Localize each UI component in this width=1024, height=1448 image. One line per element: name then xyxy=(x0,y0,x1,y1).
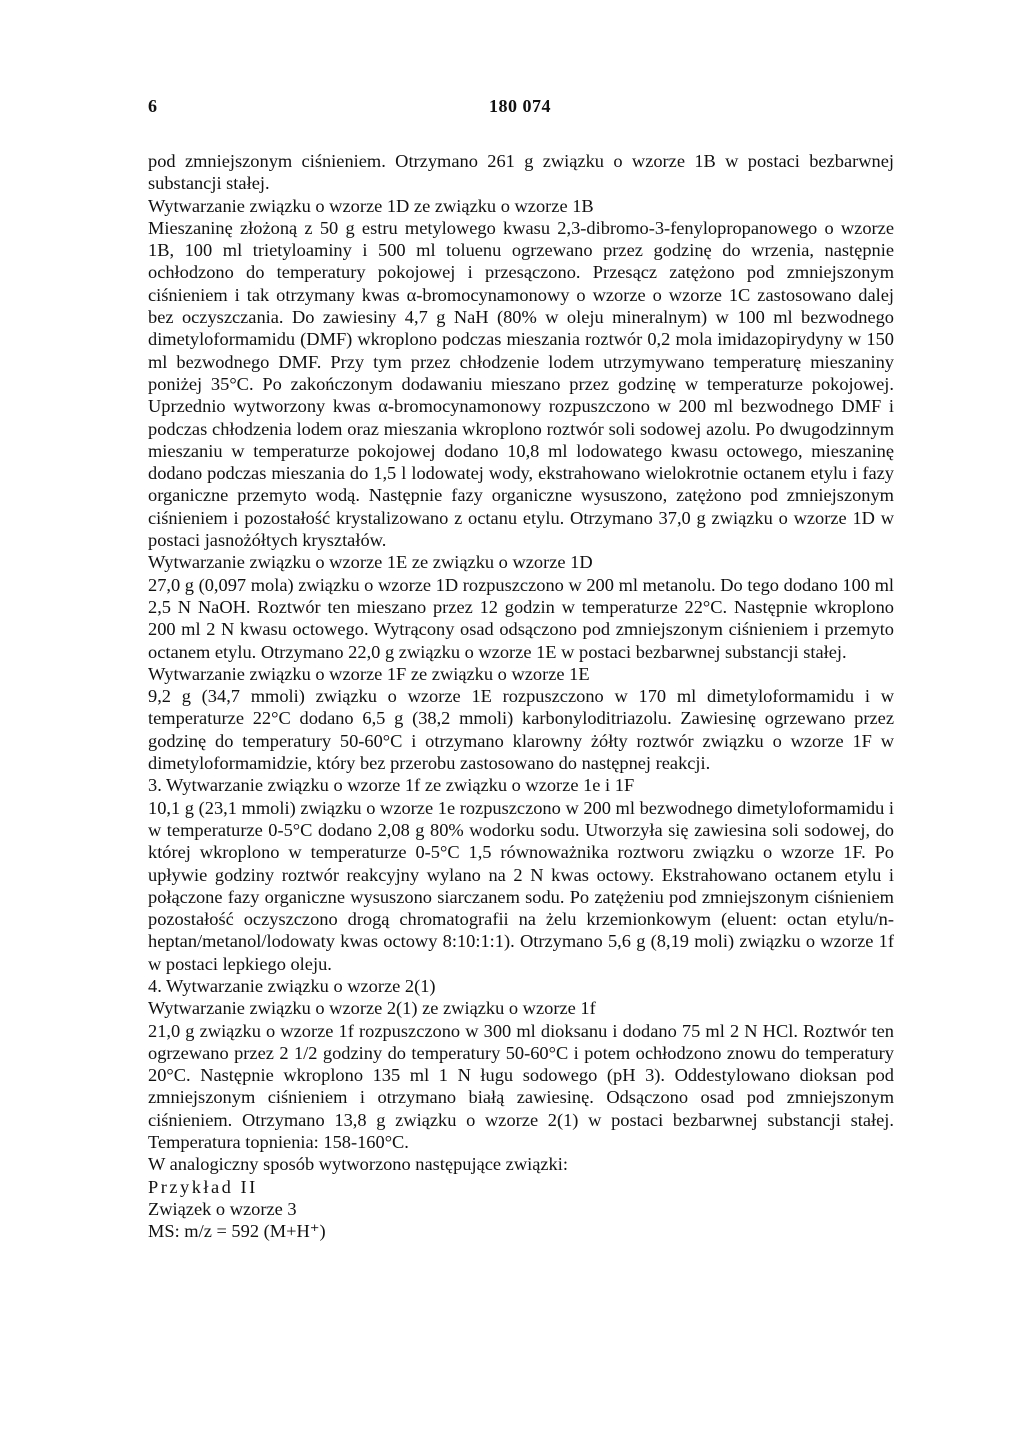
compound-line: Związek o wzorze 3 xyxy=(148,1198,297,1219)
paragraph-continuation: pod zmniejszonym ciśnieniem. Otrzymano 261 g związku o wzorze 1B w postaci bezbarwnej substancji stałej. xyxy=(148,151,894,194)
analogous-compounds-line: W analogiczny sposób wytworzono następujące związki: xyxy=(148,1154,568,1175)
section-heading-4: 4. Wytwarzanie związku o wzorze 2(1) xyxy=(148,975,436,996)
paragraph-1e-procedure: 27,0 g (0,097 mola) związku o wzorze 1D rozpuszczono w 200 ml metanolu. Do tego dodano 100 ml 2,5 N NaOH. Roztwór ten mieszano przez 12 godzin w temperaturze 22°C. Następnie wkroplono 200 ml 2 N kwasu octowego. Wytrącony osad odsączono pod zmniejszonym ciśnieniem i przemyto octanem etylu. Otrzymano 22,0 g związku o wzorze 1E w postaci bezbarwnej substancji stałej. xyxy=(148,574,894,662)
paragraph-1f-procedure: 9,2 g (34,7 mmoli) związku o wzorze 1E rozpuszczono w 170 ml dimetyloformamidu i w temperaturze 22°C dodano 6,5 g (38,2 mmoli) karbonyloditriazolu. Zawiesinę ogrzewano przez godzinę do temperatury 50-60°C i otrzymano klarowny żółty roztwór związku o wzorze 1F w dimetyloformamidzie, który bez przerobu zastosowano do następnej reakcji. xyxy=(148,686,894,774)
page-header xyxy=(148,96,892,124)
section-heading-1e: Wytwarzanie związku o wzorze 1E ze związku o wzorze 1D xyxy=(148,552,593,573)
section-heading-3: 3. Wytwarzanie związku o wzorze 1f ze związku o wzorze 1e i 1F xyxy=(148,775,635,796)
ms-line: MS: m/z = 592 (M+H⁺) xyxy=(148,1221,326,1242)
paragraph-1d-procedure: Mieszaninę złożoną z 50 g estru metylowego kwasu 2,3-dibromo-3-fenylopropanowego o wzorze 1B, 100 ml trietyloaminy i 500 ml toluenu ogrzewano przez godzinę do wrzenia, następnie ochłodzono do temperatury pokojowej i przesączono. Przesącz zatężono pod zmniejszonym ciśnieniem i tak otrzymany kwas α-bromocynamonowy o wzorze o wzorze 1C zastosowano dalej bez oczyszczania. Do zawiesiny 4,7 g NaH (80% w oleju mineralnym) w 100 ml bezwodnego dimetyloformamidu (DMF) wkroplono podczas mieszania roztwór 0,2 mola imidazopirydyny w 150 ml bezwodnego DMF. Przy tym przez chłodzenie lodem utrzymywano temperaturę mieszaniny poniżej 35°C. Po zakończonym dodawaniu mieszano przez godzinę w temperaturze pokojowej. Uprzednio wytworzony kwas α-bromocynamonowy rozpuszczono w 200 ml bezwodnego DMF i podczas chłodzenia lodem oraz mieszania wkroplono roztwór soli sodowej azolu. Po dwugodzinnym mieszaniu w temperaturze pokojowej dodano 10,8 ml lodowatego kwasu octowego, mieszaninę dodano podczas mieszania do 1,5 l lodowatej wody, ekstrahowano wielokrotnie octanem etylu i fazy organiczne przemyto wodą. Następnie fazy organiczne wysuszono, zatężono pod zmniejszonym ciśnieniem i pozostałość krystalizowano z octanu etylu. Otrzymano 37,0 g związku o wzorze 1D w postaci jasnożółtych kryształów. xyxy=(148,217,894,551)
document-body xyxy=(148,150,894,1243)
section-heading-1f: Wytwarzanie związku o wzorze 1F ze związku o wzorze 1E xyxy=(148,663,590,684)
section-subheading-2-1: Wytwarzanie związku o wzorze 2(1) ze związku o wzorze 1f xyxy=(148,998,596,1019)
paragraph-3-procedure: 10,1 g (23,1 mmoli) związku o wzorze 1e rozpuszczono w 200 ml bezwodnego dimetyloformamidu i w temperaturze 0-5°C dodano 2,08 g 80% wodorku sodu. Utworzyła się zawiesina soli sodowej, do której wkroplono w temperaturze 0-5°C 1,5 równoważnika roztworu związku o wzorze 1F. Po upływie godziny roztwór reakcyjny wylano na 2 N kwas octowy. Ekstrahowano octanem etylu i połączone fazy organiczne wysuszono siarczanem sodu. Po zatężeniu pod zmniejszonym ciśnieniem pozostałość oczyszczono drogą chromatografii na żelu krzemionkowym (eluent: octan etylu/n-heptan/metanol/lodowaty kwas octowy 8:10:1:1). Otrzymano 5,6 g (8,19 moli) związku o wzorze 1f w postaci lepkiego oleju. xyxy=(148,797,894,974)
page-number: 6 xyxy=(148,96,157,116)
section-heading-1d: Wytwarzanie związku o wzorze 1D ze związku o wzorze 1B xyxy=(148,195,594,216)
paragraph-2-1-procedure: 21,0 g związku o wzorze 1f rozpuszczono w 300 ml dioksanu i dodano 75 ml 2 N HCl. Roztwór ten ogrzewano przez 2 1/2 godziny do temperatury 50-60°C i potem ochłodzono znowu do temperatury 20°C. Następnie wkroplono 135 ml 1 N ługu sodowego (pH 3). Oddestylowano dioksan pod zmniejszonym ciśnieniem i otrzymano białą zawiesinę. Odsączono osad pod zmniejszonym ciśnieniem. Otrzymano 13,8 g związku o wzorze 2(1) w postaci bezbarwnej substancji stałej. Temperatura topnienia: 158-160°C. xyxy=(148,1020,894,1153)
example-heading: Przykład II xyxy=(148,1176,258,1197)
document-number: 180 074 xyxy=(489,96,551,116)
